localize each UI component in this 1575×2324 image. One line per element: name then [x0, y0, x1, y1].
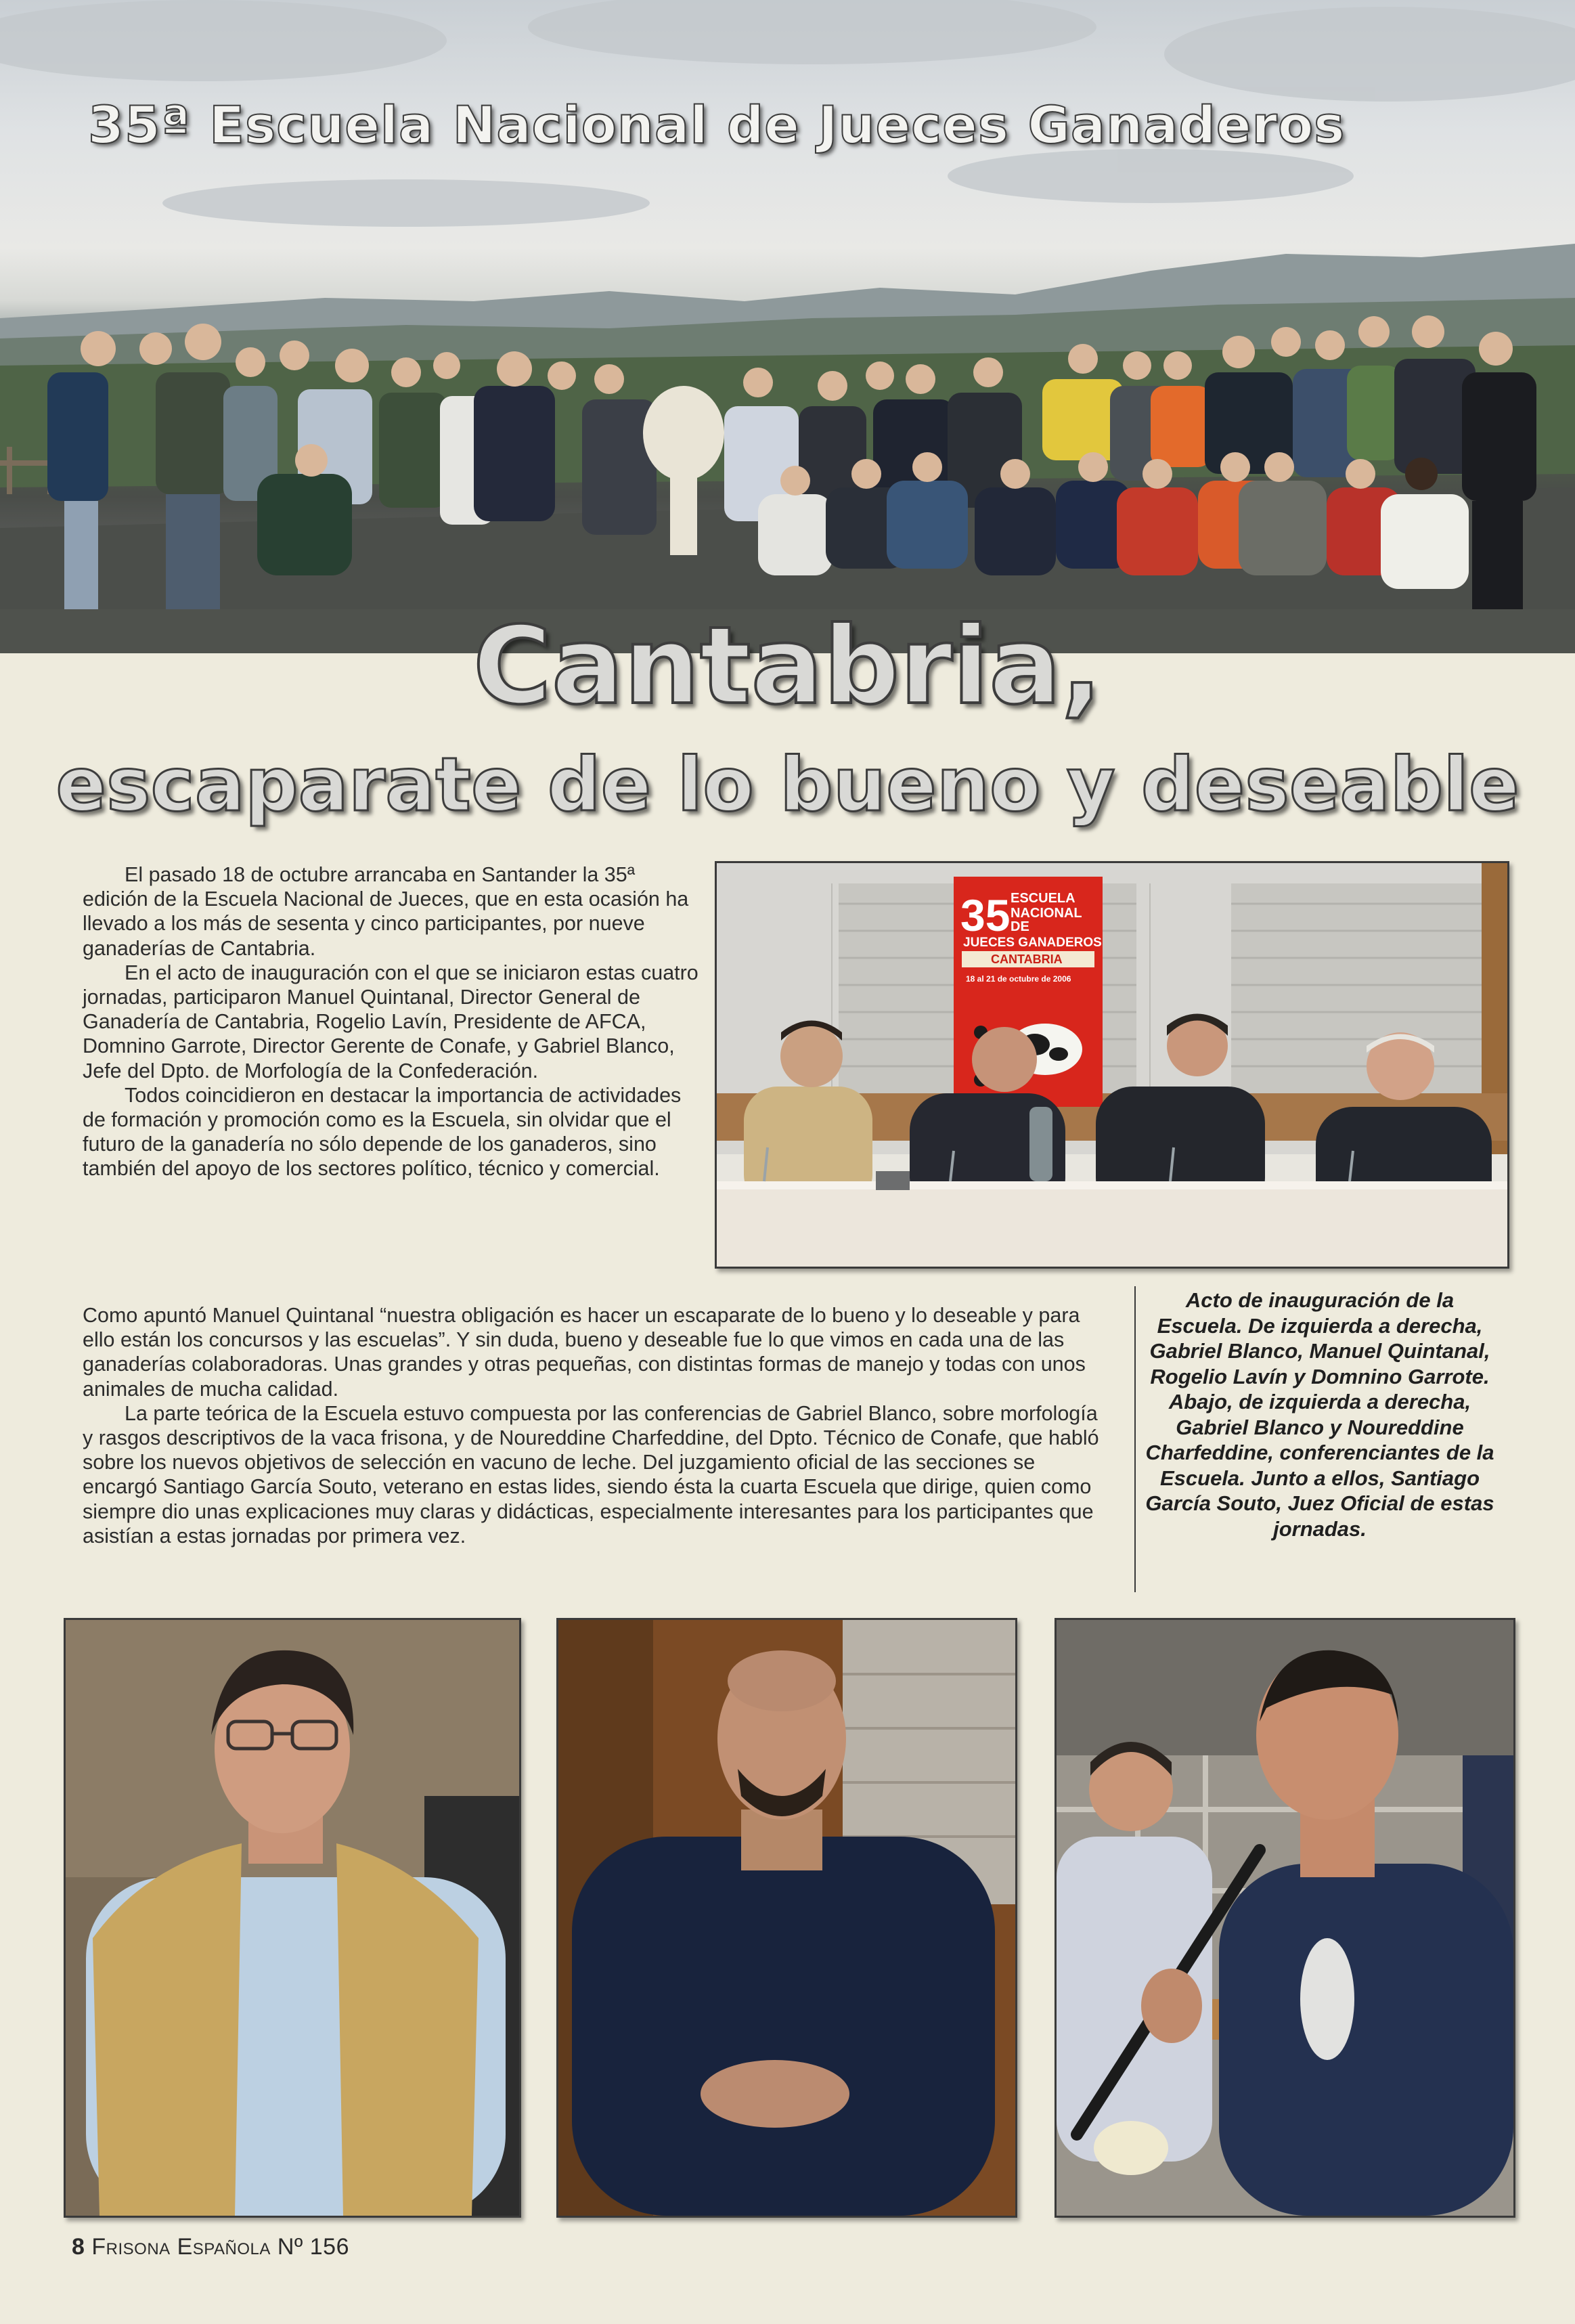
- article-body-bottom: [83, 1303, 1111, 1548]
- poster-dates: 18 al 21 de octubre de 2006: [966, 974, 1071, 984]
- page-footer: [72, 2234, 349, 2260]
- photo-caption: Acto de inauguración de la Escuela. De izquierda a derecha, Gabriel Blanco, Manuel Quintanal, Rogelio Lavín y Domnino Garrote. Abajo, de izquierda a derecha, Gabriel Blanco y Noureddine Charfeddine, conferenciantes de la Escuela. Junto a ellos, Santiago García Souto, Juez Oficial de estas jornadas.: [1145, 1288, 1494, 1541]
- paragraph: El pasado 18 de octubre arrancaba en Santander la 35ª edición de la Escuela Nacional de Jueces, que en esta ocasión ha llevado a los más de sesenta y cinco participantes, por nueve ganaderías de Cantabria.: [83, 863, 689, 960]
- poster-number: 35: [960, 890, 1011, 940]
- article-body-top: [83, 862, 705, 1181]
- speaker-photo-noureddine-charfeddine: [556, 1618, 1017, 2218]
- poster-line4: JUECES GANADEROS: [963, 936, 1102, 950]
- paragraph: La parte teórica de la Escuela estuvo compuesta por las conferencias de Gabriel Blanco, sobre morfología y rasgos descriptivos de la vaca frisona, y de Noureddine Charfeddine, del Dpto. Técnico de Conafe, que habló sobre los nuevos objetivos de selección en vacuno de leche. Del juzgamiento oficial de las secciones se encargó Santiago García Souto, veterano en estas lides, siendo ésta la cuarta Escuela que dirige, quien como siempre dio unas explicaciones muy claras y didácticas, especialmente interesantes para los participantes que asistían a estas jornadas por primera vez.: [83, 1401, 1099, 1548]
- poster-line1: ESCUELA: [1011, 891, 1075, 906]
- poster-line2: NACIONAL: [1011, 906, 1082, 921]
- paragraph: En el acto de inauguración con el que se iniciaron estas cuatro jornadas, participaron Manuel Quintanal, Director General de Ganadería de Cantabria, Rogelio Lavín, Presidente de AFCA, Domnino Garrote, Director Gerente de Conafe, y Gabriel Blanco, Jefe del Dpto. de Morfología de la Confederación.: [83, 961, 698, 1082]
- paragraph: Todos coincidieron en destacar la importancia de actividades de formación y promoción como es la Escuela, sin olvidar que el futuro de la ganadería no sólo depende de los ganaderos, sino también del apoyo de los sectores político, técnico y comercial.: [83, 1083, 682, 1181]
- paragraph: Como apuntó Manuel Quintanal “nuestra obligación es hacer un escaparate de lo bueno y lo deseable y para ello están los concursos y las escuelas”. Y sin duda, bueno y deseable fue lo que vimos en cada una de las ganaderías colaboradoras. Unas grandes y otras pequeñas, con distintas formas de manejo y todas con unos animales de mucha calidad.: [83, 1304, 1086, 1401]
- page-number: 8: [72, 2234, 85, 2260]
- publication-name: Frisona Española Nº 156: [91, 2234, 349, 2260]
- speaker-photo-santiago-garcia-souto: [1055, 1618, 1515, 2218]
- caption-divider: [1134, 1286, 1136, 1592]
- speaker-photo-gabriel-blanco: [64, 1618, 521, 2218]
- section-kicker: 35ª Escuela Nacional de Jueces Ganaderos: [88, 95, 1346, 155]
- article-title: Cantabria,: [472, 604, 1103, 728]
- article-subtitle: escaparate de lo bueno y deseable: [56, 741, 1519, 828]
- poster-line3: DE: [1011, 919, 1029, 934]
- poster-region: CANTABRIA: [991, 952, 1063, 966]
- group-photo: [0, 0, 1575, 653]
- inauguration-photo: [715, 861, 1509, 1269]
